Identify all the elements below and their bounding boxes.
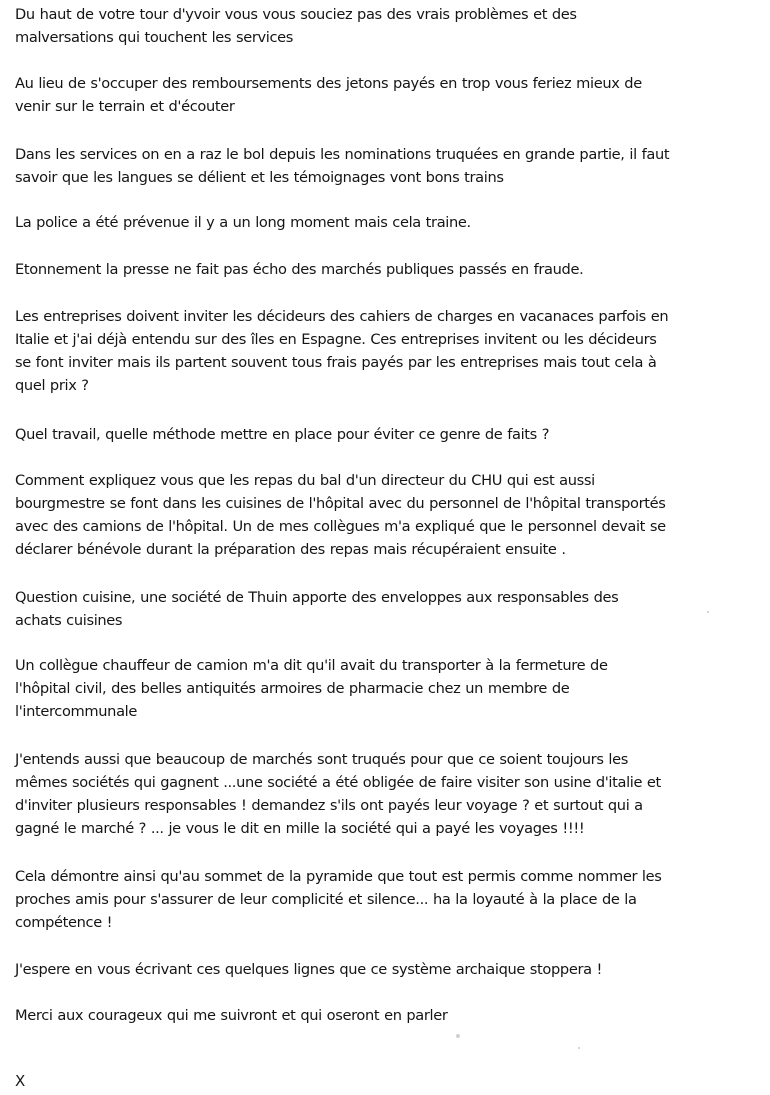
- text-line: proches amis pour s'assurer de leur complicité et silence... ha la loyauté à la place de la: [15, 891, 637, 908]
- text-line: Merci aux courageux qui me suivront et qui oseront en parler: [15, 1007, 448, 1024]
- text-line: J'entends aussi que beaucoup de marchés sont truqués pour que ce soient toujours les: [15, 751, 628, 768]
- text-line: Cela démontre ainsi qu'au sommet de la pyramide que tout est permis comme nommer les: [15, 868, 662, 885]
- text-line: La police a été prévenue il y a un long moment mais cela traine.: [15, 214, 471, 231]
- text-line: achats cuisines: [15, 612, 123, 629]
- paragraph-9: [15, 586, 618, 632]
- paragraph-11: [15, 748, 661, 840]
- text-line: quel prix ?: [15, 377, 89, 394]
- text-line: se font inviter mais ils partent souvent tous frais payés par les entreprises mais tout cela à: [15, 354, 657, 371]
- paragraph-13: [15, 958, 602, 981]
- scan-speck: [578, 1047, 580, 1049]
- text-line: gagné le marché ? ... je vous le dit en mille la société qui a payé les voyages !!!!: [15, 820, 585, 837]
- text-line: compétence !: [15, 914, 113, 931]
- text-line: Du haut de votre tour d'yvoir vous vous souciez pas des vrais problèmes et des: [15, 6, 577, 23]
- text-line: Comment expliquez vous que les repas du bal d'un directeur du CHU qui est aussi: [15, 472, 595, 489]
- text-line: savoir que les langues se délient et les témoignages vont bons trains: [15, 169, 504, 186]
- text-line: venir sur le terrain et d'écouter: [15, 98, 235, 115]
- text-line: Quel travail, quelle méthode mettre en place pour éviter ce genre de faits ?: [15, 426, 550, 443]
- paragraph-3: [15, 143, 669, 189]
- paragraph-7: [15, 423, 549, 446]
- scan-speck: [707, 611, 709, 613]
- signature-mark: X: [15, 1072, 26, 1090]
- text-line: Etonnement la presse ne fait pas écho des marchés publiques passés en fraude.: [15, 261, 584, 278]
- text-line: l'hôpital civil, des belles antiquités armoires de pharmacie chez un membre de: [15, 680, 570, 697]
- text-line: Un collègue chauffeur de camion m'a dit qu'il avait du transporter à la fermeture de: [15, 657, 608, 674]
- paragraph-1: [15, 3, 577, 49]
- text-line: J'espere en vous écrivant ces quelques lignes que ce système archaique stoppera !: [15, 961, 602, 978]
- text-line: l'intercommunale: [15, 703, 138, 720]
- text-line: d'inviter plusieurs responsables ! demandez s'ils ont payés leur voyage ? et surtout qui a: [15, 797, 643, 814]
- text-line: Italie et j'ai déjà entendu sur des îles en Espagne. Ces entreprises invitent ou les décideurs: [15, 331, 657, 348]
- text-line: déclarer bénévole durant la préparation des repas mais récupéraient ensuite .: [15, 541, 566, 558]
- paragraph-10: [15, 654, 608, 723]
- text-line: malversations qui touchent les services: [15, 29, 294, 46]
- paragraph-8: [15, 469, 666, 561]
- text-line: Les entreprises doivent inviter les décideurs des cahiers de charges en vacanaces parfois en: [15, 308, 669, 325]
- text-line: Question cuisine, une société de Thuin apporte des enveloppes aux responsables des: [15, 589, 619, 606]
- paragraph-4: [15, 211, 471, 234]
- scan-speck: [456, 1034, 460, 1038]
- paragraph-12: [15, 865, 661, 934]
- paragraph-2: [15, 72, 642, 118]
- text-line: mêmes sociétés qui gagnent ...une société a été obligée de faire visiter son usine d'italie et: [15, 774, 661, 791]
- text-line: avec des camions de l'hôpital. Un de mes collègues m'a expliqué que le personnel devait se: [15, 518, 666, 535]
- text-line: Dans les services on en a raz le bol depuis les nominations truquées en grande partie, il faut: [15, 146, 670, 163]
- text-line: bourgmestre se font dans les cuisines de l'hôpital avec du personnel de l'hôpital transportés: [15, 495, 666, 512]
- paragraph-6: [15, 305, 668, 397]
- text-line: Au lieu de s'occuper des remboursements des jetons payés en trop vous feriez mieux de: [15, 75, 642, 92]
- paragraph-5: [15, 258, 583, 281]
- paragraph-14: [15, 1004, 448, 1027]
